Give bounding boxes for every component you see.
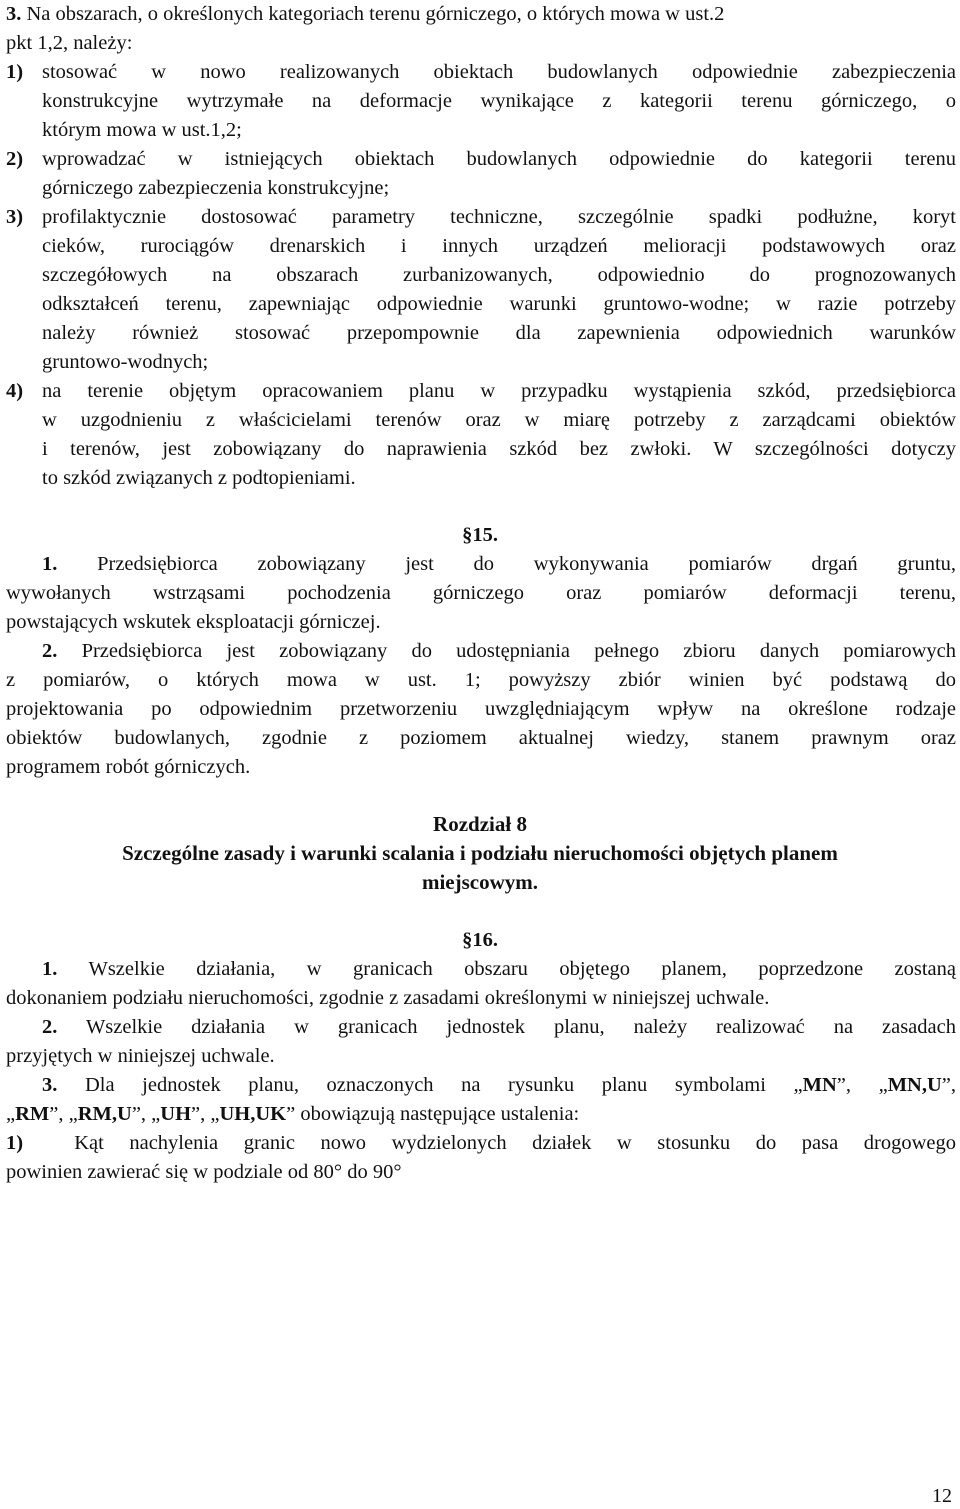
item-3-line-2: pkt 1,2, należy:: [6, 32, 133, 54]
s16-p3-text-1: Dla jednostek planu, oznaczonych na rysunku planu symbolami: [84, 1074, 766, 1096]
s16-p1-line-1: [6, 955, 956, 984]
s15-p1-number: 1.: [42, 553, 58, 575]
s16-p3-line-2: „RM”, „RM,U”, „UH”, „UH,UK” obowiązują następujące ustalenia:: [6, 1103, 580, 1125]
s16-item1-line-1: [6, 1129, 956, 1158]
s15-p2-line-2: z pomiarów, o których mowa w ust. 1; powyższy zbiór winien być podstawą do: [6, 669, 956, 691]
list-3-line-3: szczegółowych na obszarach zurbanizowanych, odpowiednio do prognozowanych: [42, 264, 956, 286]
s16-p3-number: 3.: [42, 1074, 58, 1096]
s15-p1-line-1: [6, 550, 956, 579]
list-2-line-2: górniczego zabezpieczenia konstrukcyjne;: [42, 177, 390, 199]
list-3-line-4: odkształceń terenu, zapewniając odpowiednie warunki gruntowo-wodne; w razie potrzeby: [42, 293, 956, 315]
section-15-heading: §15.: [462, 524, 498, 546]
list-1-line-1: stosować w nowo realizowanych obiektach budowlanych odpowiednie zabezpieczenia: [42, 61, 956, 83]
list-3-line-5: należy również stosować przepompownie dla zapewnienia odpowiednich warunków: [42, 322, 956, 344]
symbol-uh-uk: UH,UK: [219, 1103, 287, 1125]
item-3-line-1: [6, 0, 956, 29]
s16-item1-number: 1): [6, 1132, 24, 1154]
list-number-4: 4): [6, 380, 24, 402]
s15-p1-line-2: wywołanych wstrząsami pochodzenia górniczego oraz pomiarów deformacji terenu,: [6, 582, 956, 604]
s15-p1-text-1: Przedsiębiorca zobowiązany jest do wykonywania pomiarów drgań gruntu,: [97, 553, 957, 575]
s15-p2-text-1: Przedsiębiorca jest zobowiązany do udostępniania pełnego zbioru danych pomiarowych: [81, 640, 956, 662]
symbol-rm: RM: [15, 1103, 50, 1125]
item-3-number: 3.: [6, 3, 22, 25]
page-number: 12: [932, 1485, 952, 1507]
s16-p3-line-1: 3. Dla jednostek planu, oznaczonych na rysunku planu symbolami „MN”, „MN,U”,: [42, 1074, 957, 1096]
list-number-2: 2): [6, 148, 24, 170]
s15-p2-line-1: [6, 637, 956, 666]
symbol-mn: MN: [802, 1074, 837, 1096]
list-1-line-2: konstrukcyjne wytrzymałe na deformacje wynikające z kategorii terenu górniczego, o: [42, 90, 956, 112]
section-16-heading: §16.: [462, 929, 498, 951]
s16-p2-text-1: Wszelkie działania w granicach jednostek planu, należy realizować na zasadach: [85, 1016, 956, 1038]
s15-p2-number: 2.: [42, 640, 58, 662]
symbol-rm-u: RM,U: [77, 1103, 132, 1125]
s16-p1-line-2: dokonaniem podziału nieruchomości, zgodnie z zasadami określonymi w niniejszej uchwale.: [6, 987, 770, 1009]
symbol-mn-u: MN,U: [887, 1074, 942, 1096]
list-4-line-4: to szkód związanych z podtopieniami.: [42, 467, 356, 489]
list-2-line-1: wprowadzać w istniejących obiektach budowlanych odpowiednie do kategorii terenu: [42, 148, 956, 170]
s16-p2-line-2: przyjętych w niniejszej uchwale.: [6, 1045, 275, 1067]
list-number-1: 1): [6, 61, 24, 83]
item-3-text: Na obszarach, o określonych kategoriach terenu górniczego, o których mowa w ust.2: [26, 3, 725, 25]
list-4-line-3: i terenów, jest zobowiązany do naprawienia szkód bez zwłoki. W szczególności dotyczy: [42, 438, 956, 460]
chapter-subtitle-line-1: Szczególne zasady i warunki scalania i podziału nieruchomości objętych planem: [122, 841, 838, 865]
list-number-3: 3): [6, 206, 24, 228]
list-3-line-1: profilaktycznie dostosować parametry techniczne, szczególnie spadki podłużne, koryt: [42, 206, 956, 228]
list-4-line-2: w uzgodnieniu z właścicielami terenów oraz w miarę potrzeby z zarządcami obiektów: [42, 409, 956, 431]
list-3-line-6: gruntowo-wodnych;: [42, 351, 209, 373]
s16-p2-line-1: [6, 1013, 956, 1042]
symbol-uh: UH: [160, 1103, 192, 1125]
s15-p2-line-3: projektowania po odpowiednim przetworzeniu uwzględniającym wpływ na określone rodzaje: [6, 698, 956, 720]
s16-p2-number: 2.: [42, 1016, 58, 1038]
s16-item1-text-1: Kąt nachylenia granic nowo wydzielonych działek w stosunku do pasa drogowego: [74, 1132, 957, 1154]
list-1-line-3: którym mowa w ust.1,2;: [42, 119, 242, 141]
s16-p1-text-1: Wszelkie działania, w granicach obszaru objętego planem, poprzedzone zostaną: [88, 958, 956, 980]
s16-p3-text-2: obowiązują następujące ustalenia:: [300, 1103, 580, 1125]
s16-p1-number: 1.: [42, 958, 58, 980]
chapter-title: Rozdział 8: [433, 812, 527, 836]
chapter-subtitle-line-2: miejscowym.: [421, 870, 539, 894]
s15-p2-line-5: programem robót górniczych.: [6, 756, 251, 778]
s15-p1-line-3: powstających wskutek eksploatacji górniczej.: [6, 611, 381, 633]
s15-p2-line-4: obiektów budowlanych, zgodnie z poziomem aktualnej wiedzy, stanem prawnym oraz: [6, 727, 956, 749]
s16-item1-line-2: powinien zawierać się w podziale od 80° do 90°: [6, 1161, 402, 1183]
list-3-line-2: cieków, rurociągów drenarskich i innych urządzeń melioracji podstawowych oraz: [42, 235, 956, 257]
list-4-line-1: na terenie objętym opracowaniem planu w przypadku wystąpienia szkód, przedsiębiorca: [42, 380, 956, 402]
